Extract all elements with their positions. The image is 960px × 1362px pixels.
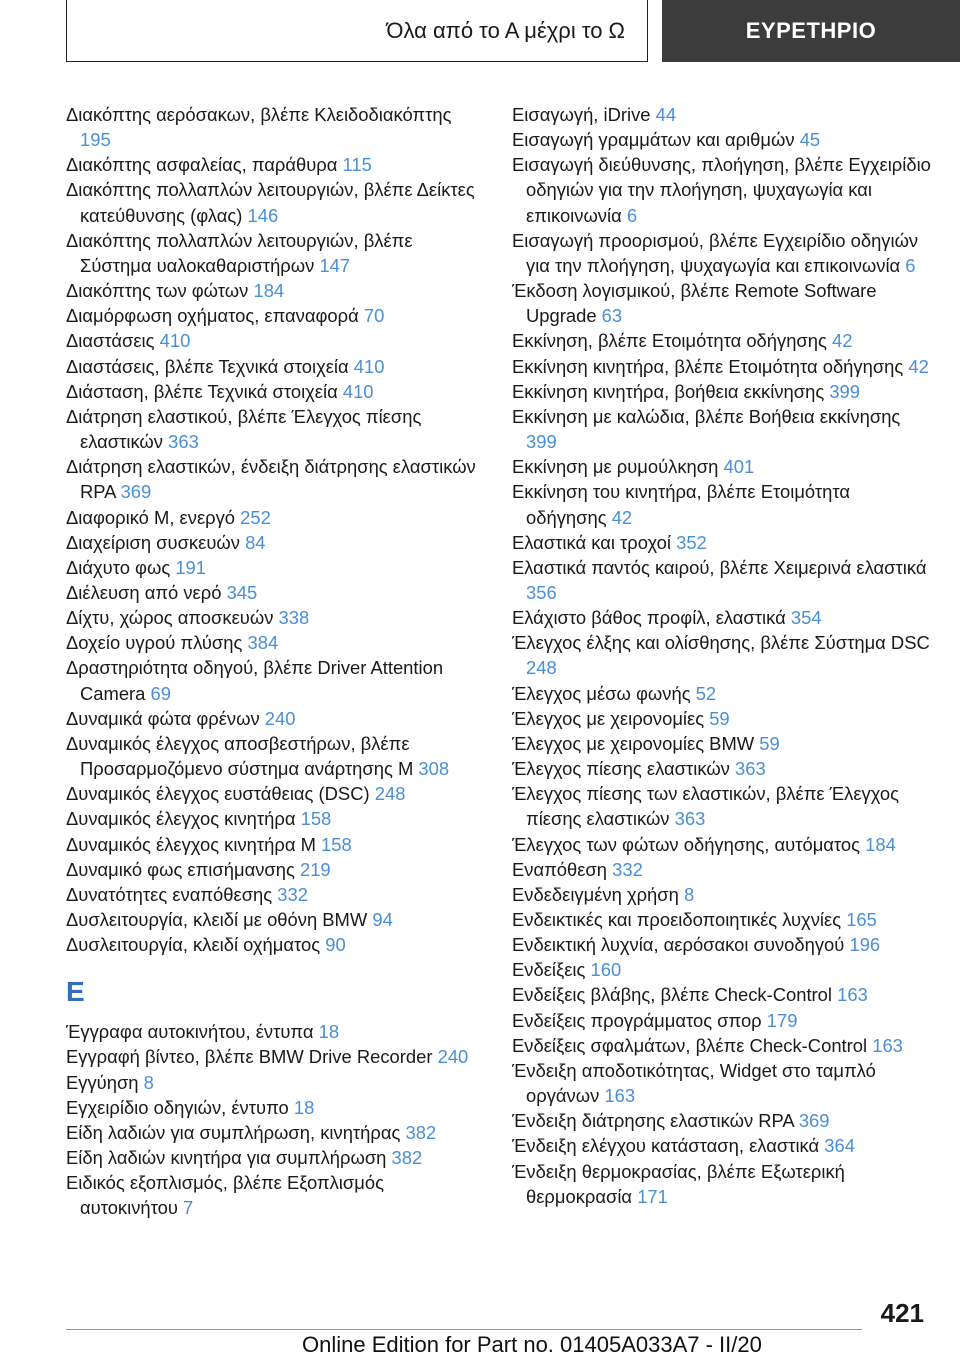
page-reference-link[interactable]: 382	[405, 1121, 437, 1143]
index-entry	[66, 832, 486, 857]
index-entry	[66, 1095, 486, 1120]
index-entry	[512, 681, 932, 706]
index-entry	[512, 932, 932, 957]
page-reference-link[interactable]: 163	[837, 984, 868, 1006]
page-reference-link[interactable]: 63	[601, 305, 623, 327]
page-reference-link[interactable]: 18	[293, 1096, 315, 1118]
index-entry	[66, 580, 486, 605]
page-reference-link[interactable]: 7	[183, 1197, 194, 1219]
index-entry-text: Δίχτυ, χώρος αποσκευών	[66, 607, 274, 629]
page-reference-link[interactable]: 308	[418, 758, 450, 780]
page-reference-link[interactable]: 42	[908, 355, 929, 377]
page-reference-link[interactable]: 356	[526, 581, 557, 603]
index-entry	[512, 1159, 932, 1209]
index-entry-text: Ένδειξη θερμοκρασίας, βλέπε Εξωτερική θερμοκρασία	[512, 1160, 845, 1207]
page-reference-link[interactable]: 248	[526, 657, 557, 679]
index-entry-text: Δυσλειτουργία, κλειδί οχήματος	[66, 934, 321, 956]
index-column-right	[512, 102, 932, 1209]
page-reference-link[interactable]: 196	[849, 934, 881, 956]
index-entry-text: Εκκίνηση κινητήρα, βλέπε Ετοιμότητα οδήγησης	[512, 355, 904, 377]
index-entry	[512, 454, 932, 479]
index-entry-text: Διάτρηση ελαστικών, ένδειξη διάτρησης ελαστικών RPA	[66, 456, 476, 503]
page-reference-link[interactable]: 147	[319, 254, 351, 276]
page-reference-link[interactable]: 399	[829, 380, 861, 402]
index-entry	[512, 278, 932, 328]
page-reference-link[interactable]: 158	[321, 833, 352, 855]
index-entry-text: Δυναμικός έλεγχος αποσβεστήρων, βλέπε Προσαρμοζόμενο σύστημα ανάρτησης M	[66, 732, 414, 780]
page-reference-link[interactable]: 363	[674, 808, 706, 830]
index-entry	[66, 882, 486, 907]
index-entry-text: Εισαγωγή, iDrive	[512, 104, 651, 125]
index-entry-text: Δυναμικός έλεγχος κινητήρα	[66, 808, 296, 830]
index-tab[interactable]	[662, 0, 960, 62]
page-reference-link[interactable]: 45	[799, 129, 821, 151]
index-entry-text: Ενδείξεις βλάβης, βλέπε Check-Control	[512, 984, 832, 1006]
page-reference-link[interactable]: 160	[590, 959, 622, 981]
page-reference-link[interactable]: 84	[245, 531, 266, 553]
index-entry-text: Δυναμικός έλεγχος ευστάθειας (DSC)	[66, 783, 370, 805]
index-entry-text: Δυνατότητες εναπόθεσης	[66, 883, 273, 905]
index-entry	[66, 781, 486, 806]
page-reference-link[interactable]: 165	[846, 909, 877, 930]
index-entry-text: Ενδείξεις	[512, 959, 586, 981]
index-entry-text: Διάχυτο φως	[66, 556, 171, 578]
index-entry	[66, 1044, 486, 1069]
index-entry	[512, 982, 932, 1007]
page-reference-link[interactable]: 364	[824, 1135, 855, 1157]
page-reference-link[interactable]: 52	[695, 682, 717, 704]
page-reference-link[interactable]: 248	[374, 783, 406, 805]
index-entry	[66, 530, 486, 555]
index-entry	[66, 228, 486, 278]
page-reference-link[interactable]: 219	[299, 858, 331, 880]
page-reference-link[interactable]: 363	[168, 431, 199, 453]
page-number: 421	[880, 1298, 924, 1328]
index-entry-text: Έλεγχος έλξης και ολίσθησης, βλέπε Σύστημα DSC	[512, 632, 930, 654]
page-reference-link[interactable]: 18	[318, 1021, 340, 1043]
index-entry	[512, 731, 932, 756]
index-entry	[66, 857, 486, 882]
page-reference-link[interactable]: 354	[790, 607, 822, 629]
index-entry-text: Διαστάσεις, βλέπε Τεχνικά στοιχεία	[66, 355, 349, 377]
page-reference-link[interactable]: 6	[905, 254, 916, 276]
index-entry-text: Ενδεικτικές και προειδοποιητικές λυχνίες	[512, 909, 842, 930]
index-entry	[512, 1033, 932, 1058]
index-entry-text: Διακόπτης πολλαπλών λειτουργιών, βλέπε Δείκτες κατεύθυνσης (φλας)	[66, 179, 475, 226]
index-entry-text: Εναπόθεση	[512, 858, 608, 880]
index-entry-text: Έλεγχος των φώτων οδήγησης, αυτόματος	[512, 833, 861, 855]
page-reference-link[interactable]: 8	[684, 883, 695, 905]
index-entry-text: Διάσταση, βλέπε Τεχνικά στοιχεία	[66, 380, 338, 402]
index-entry-text: Ειδικός εξοπλισμός, βλέπε Εξοπλισμός αυτοκινήτου	[66, 1172, 384, 1219]
index-entry	[512, 379, 932, 404]
index-entry	[66, 354, 486, 379]
page-reference-link[interactable]: 410	[342, 380, 374, 402]
index-entry	[66, 303, 486, 328]
page-reference-link[interactable]: 332	[277, 883, 308, 905]
index-entry	[512, 630, 932, 680]
index-entry-text: Διακόπτης των φώτων	[66, 280, 249, 302]
index-entry	[512, 479, 932, 529]
index-entry-text: Ενδείξεις σφαλμάτων, βλέπε Check-Control	[512, 1034, 868, 1056]
index-entry	[512, 102, 932, 127]
index-entry-text: Ελάχιστο βάθος προφίλ, ελαστικά	[512, 607, 786, 629]
index-tab-label: ΕΥΡΕΤΗΡΙΟ	[745, 18, 877, 43]
page-reference-link[interactable]: 332	[612, 858, 643, 880]
page-reference-link[interactable]: 146	[247, 204, 279, 226]
page-reference-link[interactable]: 240	[264, 707, 296, 729]
index-entry	[66, 152, 486, 177]
index-entry-text: Ένδειξη αποδοτικότητας, Widget στο ταμπλό οργάνων	[512, 1059, 876, 1107]
index-entry-text: Έλεγχος πίεσης των ελαστικών, βλέπε Έλεγχος πίεσης ελαστικών	[512, 783, 899, 830]
index-entry-text: Έγγραφα αυτοκινήτου, έντυπα	[66, 1021, 314, 1043]
page-reference-link[interactable]: 70	[363, 305, 385, 327]
index-entry	[66, 655, 486, 705]
index-entry-text: Διακόπτης ασφαλείας, παράθυρα	[66, 154, 338, 176]
page-reference-link[interactable]: 184	[253, 280, 285, 302]
page-reference-link[interactable]: 410	[353, 355, 385, 377]
index-entry-text: Διακόπτης πολλαπλών λειτουργιών, βλέπε Σύστημα υαλοκαθαριστήρων	[66, 229, 413, 276]
index-entry-text: Εισαγωγή προορισμού, βλέπε Εγχειρίδιο οδηγιών για την πλοήγηση, ψυχαγωγία και επικοινωνία	[512, 229, 919, 276]
index-entry-text: Ένδειξη ελέγχου κατάσταση, ελαστικά	[512, 1135, 820, 1157]
index-entry-text: Εκκίνηση, βλέπε Ετοιμότητα οδήγησης	[512, 330, 827, 352]
page-reference-link[interactable]: 8	[143, 1071, 154, 1093]
index-entry	[512, 857, 932, 882]
index-column-left	[66, 102, 486, 1221]
index-entry	[66, 630, 486, 655]
page-header	[66, 0, 960, 64]
index-entry	[512, 1008, 932, 1033]
index-entry	[66, 1019, 486, 1044]
index-entry-text: Ελαστικά και τροχοί	[512, 531, 671, 553]
page-reference-link[interactable]: 240	[437, 1046, 469, 1068]
index-entry-text: Διαστάσεις	[66, 330, 155, 352]
index-entry	[66, 555, 486, 580]
index-entry	[66, 328, 486, 353]
index-entry-text: Έλεγχος με χειρονομίες BMW	[512, 732, 755, 754]
index-entry	[66, 379, 486, 404]
index-entry	[512, 530, 932, 555]
index-entry	[512, 882, 932, 907]
index-entry-text: Εγχειρίδιο οδηγιών, έντυπο	[66, 1096, 289, 1118]
index-entry	[66, 1145, 486, 1170]
index-entry-text: Διαχείριση συσκευών	[66, 531, 240, 553]
index-entry	[512, 1108, 932, 1133]
index-entry	[512, 152, 932, 227]
index-entry-text: Διέλευση από νερό	[66, 581, 222, 603]
index-entry	[512, 1058, 932, 1108]
index-entry	[66, 932, 486, 957]
index-entry	[512, 328, 932, 353]
index-entry	[66, 706, 486, 731]
index-entry-text: Εκκίνηση κινητήρα, βοήθεια εκκίνησης	[512, 380, 825, 402]
page-reference-link[interactable]: 195	[80, 129, 111, 151]
index-entry	[66, 454, 486, 504]
page-reference-link[interactable]: 163	[604, 1085, 636, 1107]
page-reference-link[interactable]: 369	[120, 481, 152, 503]
index-entry-text: Δυναμικά φώτα φρένων	[66, 707, 260, 729]
index-entry	[66, 404, 486, 454]
index-entry-text: Διαμόρφωση οχήματος, επαναφορά	[66, 305, 359, 327]
index-entry	[512, 1133, 932, 1158]
page-reference-link[interactable]: 158	[300, 808, 332, 830]
page-reference-link[interactable]: 44	[655, 104, 677, 125]
index-entry	[66, 1070, 486, 1095]
page-reference-link[interactable]: 42	[832, 330, 853, 352]
index-entry-text: Εκκίνηση με καλώδια, βλέπε Βοήθεια εκκίνησης	[512, 405, 901, 427]
index-entry	[66, 907, 486, 932]
page-reference-link[interactable]: 171	[637, 1185, 668, 1207]
index-entry-text: Εγγραφή βίντεο, βλέπε BMW Drive Recorder	[66, 1046, 433, 1068]
page-reference-link[interactable]: 179	[766, 1009, 798, 1031]
index-entry	[66, 1120, 486, 1145]
index-entry-text: Έκδοση λογισμικού, βλέπε Remote Software Upgrade	[512, 280, 877, 327]
page-reference-link[interactable]: 369	[798, 1110, 830, 1132]
index-entry	[512, 127, 932, 152]
index-entry	[512, 907, 932, 932]
index-entry	[512, 605, 932, 630]
page-reference-link[interactable]: 59	[759, 732, 780, 754]
page-reference-link[interactable]: 115	[342, 154, 372, 176]
index-entry	[512, 555, 932, 605]
page-reference-link[interactable]: 184	[865, 833, 896, 855]
index-list-e	[66, 1019, 486, 1220]
page-reference-link[interactable]: 163	[872, 1034, 903, 1056]
page-reference-link[interactable]: 352	[676, 531, 707, 553]
index-entry-text: Εισαγωγή γραμμάτων και αριθμών	[512, 129, 795, 151]
index-list-right	[512, 102, 932, 1209]
index-entry	[66, 731, 486, 781]
index-entry	[66, 806, 486, 831]
footer-divider	[66, 1329, 862, 1330]
index-entry	[512, 756, 932, 781]
index-entry-text: Έλεγχος με χειρονομίες	[512, 707, 705, 729]
index-entry-text: Δυναμικό φως επισήμανσης	[66, 858, 295, 880]
page-reference-link[interactable]: 69	[150, 682, 172, 704]
index-entry	[512, 781, 932, 831]
index-entry	[512, 354, 932, 379]
index-list-d	[66, 102, 486, 957]
index-entry	[66, 102, 486, 152]
index-entry-text: Ένδειξη διάτρησης ελαστικών RPA	[512, 1110, 794, 1132]
index-entry	[512, 706, 932, 731]
index-entry-text: Έλεγχος μέσω φωνής	[512, 682, 691, 704]
index-entry-text: Είδη λαδιών κινητήρα για συμπλήρωση	[66, 1147, 387, 1169]
index-entry-text: Εγγύηση	[66, 1071, 139, 1093]
index-entry-text: Δραστηριότητα οδηγού, βλέπε Driver Attention Camera	[66, 657, 444, 704]
page-reference-link[interactable]: 90	[325, 934, 346, 956]
page-reference-link[interactable]: 363	[735, 758, 766, 780]
page-reference-link[interactable]: 382	[391, 1147, 423, 1169]
index-entry-text: Δοχείο υγρού πλύσης	[66, 632, 243, 654]
index-entry	[512, 228, 932, 278]
index-entry	[512, 832, 932, 857]
page-reference-link[interactable]: 191	[175, 556, 207, 578]
index-entry	[66, 1170, 486, 1220]
section-tab-label: Όλα από το Α μέχρι το Ω	[386, 17, 625, 43]
page-reference-link[interactable]: 399	[526, 431, 557, 453]
index-entry	[66, 505, 486, 530]
index-entry-text: Ενδείξεις προγράμματος σπορ	[512, 1009, 762, 1031]
section-tab[interactable]	[66, 0, 648, 62]
index-entry-text: Εισαγωγή διεύθυνσης, πλοήγηση, βλέπε Εγχειρίδιο οδηγιών για την πλοήγηση, ψυχαγωγία και επικοινωνία	[512, 154, 931, 226]
page-reference-link[interactable]: 410	[159, 330, 191, 352]
index-entry-text: Διαφορικό M, ενεργό	[66, 506, 236, 528]
index-entry-text: Εκκίνηση με ρυμούλκηση	[512, 456, 719, 478]
index-entry-text: Διακόπτης αερόσακων, βλέπε Κλειδοδιακόπτης	[66, 104, 452, 125]
index-entry	[512, 957, 932, 982]
page-reference-link[interactable]: 252	[240, 506, 271, 528]
page-reference-link[interactable]: 94	[372, 909, 393, 930]
index-entry-text: Είδη λαδιών για συμπλήρωση, κινητήρας	[66, 1121, 401, 1143]
page-reference-link[interactable]: 42	[611, 506, 633, 528]
section-letter: Ε	[66, 976, 85, 1008]
page-reference-link[interactable]: 338	[278, 607, 310, 629]
footer-text: Online Edition for Part no. 01405A033A7 - II/20	[302, 1332, 762, 1357]
page-reference-link[interactable]: 345	[226, 581, 258, 603]
index-entry-text: Ενδεδειγμένη χρήση	[512, 883, 679, 905]
page-reference-link[interactable]: 6	[626, 204, 638, 226]
index-entry	[66, 177, 486, 227]
index-entry-text: Εκκίνηση του κινητήρα, βλέπε Ετοιμότητα οδήγησης	[512, 481, 851, 528]
index-entry	[66, 278, 486, 303]
page-reference-link[interactable]: 401	[723, 456, 755, 478]
page-reference-link[interactable]: 384	[247, 632, 279, 654]
index-entry-text: Ενδεικτική λυχνία, αερόσακοι συνοδηγού	[512, 934, 845, 956]
index-entry	[66, 605, 486, 630]
index-entry-text: Έλεγχος πίεσης ελαστικών	[512, 758, 730, 780]
index-entry	[512, 404, 932, 454]
index-entry-text: Ελαστικά παντός καιρού, βλέπε Χειμερινά ελαστικά	[512, 556, 927, 578]
index-entry-text: Διάτρηση ελαστικού, βλέπε Έλεγχος πίεσης ελαστικών	[66, 405, 422, 453]
index-entry-text: Δυναμικός έλεγχος κινητήρα M	[66, 833, 316, 855]
index-entry-text: Δυσλειτουργία, κλειδί με οθόνη BMW	[66, 909, 368, 930]
page-reference-link[interactable]: 59	[709, 707, 730, 729]
